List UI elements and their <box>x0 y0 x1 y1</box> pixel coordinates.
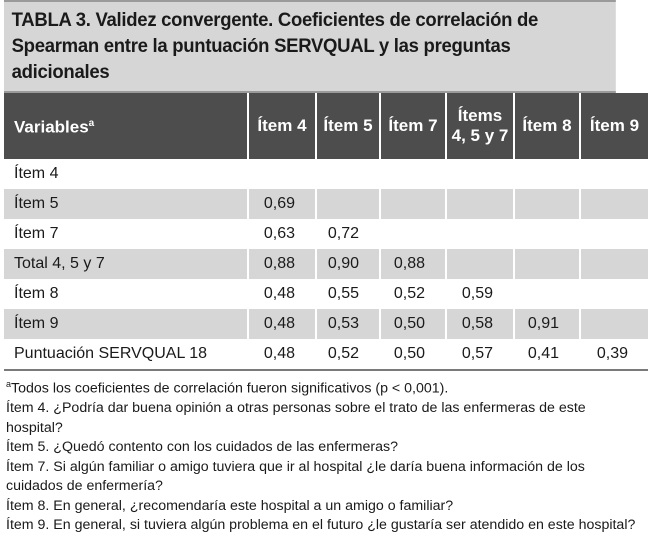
header-item-7: Ítem 7 <box>380 93 446 159</box>
table-row <box>4 339 648 370</box>
correlation-table <box>4 93 648 371</box>
row-label: Ítem 4 <box>14 165 59 182</box>
table-cell <box>446 249 514 279</box>
table-cell: 0,63 <box>248 219 316 249</box>
table-row <box>4 309 648 339</box>
header-variables: Variables$^a$ <box>4 93 248 159</box>
table-cell <box>446 219 514 249</box>
title-line-2: Spearman entre la puntuación SERVQUAL y las preguntas adicionales <box>11 35 511 83</box>
table-cell: 0,41 <box>514 339 580 370</box>
table-cell <box>514 249 580 279</box>
table-cell: 0,88 <box>380 249 446 279</box>
row-label: Ítem 7 <box>14 225 59 242</box>
table-cell: 0,91 <box>514 309 580 339</box>
title-line-1: TABLA 3. Validez convergente. Coeficientes de correlación de <box>11 9 539 31</box>
table-cell <box>446 159 514 189</box>
row-label: Total 4, 5 y 7 <box>4 249 248 279</box>
table-cell <box>380 219 446 249</box>
table-cell <box>316 189 380 219</box>
row-label: Ítem 9 <box>4 309 248 339</box>
table-row <box>4 189 648 219</box>
table-row <box>4 249 648 279</box>
header-item-9: Ítem 9 <box>580 93 648 159</box>
table-cell <box>514 279 580 309</box>
header-item-5: Ítem 5 <box>316 93 380 159</box>
table-cell: 0,59 <box>446 279 514 309</box>
table-cell <box>446 189 514 219</box>
table-cell <box>580 159 648 189</box>
footnote: $^a$Todos los coeficientes de correlación fueron significativos (p < 0,001). <box>6 379 449 397</box>
table-cell <box>316 159 380 189</box>
table-cell <box>580 279 648 309</box>
header-item-4: Ítem 4 <box>248 93 316 159</box>
table-cell <box>380 159 446 189</box>
table-cell <box>580 249 648 279</box>
table-cell: 0,50 <box>380 339 446 370</box>
row-label: Ítem 8 <box>14 285 59 302</box>
row-label: Ítem 5 <box>4 189 248 219</box>
table-cell <box>580 309 648 339</box>
table-cell <box>580 189 648 219</box>
table-cell <box>248 159 316 189</box>
table-cell: 0,52 <box>380 279 446 309</box>
table-cell <box>380 189 446 219</box>
header-item-8: Ítem 8 <box>514 93 580 159</box>
table-cell <box>514 189 580 219</box>
table-cell: 0,90 <box>316 249 380 279</box>
note-item-8: Ítem 8. En general, ¿recomendaría este hospital a un amigo o familiar? <box>6 497 454 514</box>
note-item-4: Ítem 4. ¿Podría dar buena opinión a otras personas sobre el trato de las enfermeras de este hospital? <box>6 400 586 436</box>
table-cell <box>514 219 580 249</box>
table-cell: 0,55 <box>316 279 380 309</box>
note-item-5: Ítem 5. ¿Quedó contento con los cuidados de las enfermeras? <box>6 439 398 456</box>
note-item-9: Ítem 9. En general, si tuviera algún problema en el futuro ¿le gustaría ser atendido en este hospital? <box>6 517 636 534</box>
table-cell: 0,88 <box>248 249 316 279</box>
note-item-7: Ítem 7. Si algún familiar o amigo tuviera que ir al hospital ¿le daría buena información de los cuidados de enfermería? <box>6 458 585 495</box>
table-cell: 0,48 <box>248 309 316 339</box>
table-cell: 0,57 <box>446 339 514 370</box>
table-cell <box>514 159 580 189</box>
header-items-4-5-7: Ítems 4, 5 y 7 <box>446 93 514 159</box>
table-cell <box>580 219 648 249</box>
table-row <box>4 219 648 249</box>
table-cell: 0,48 <box>248 339 316 370</box>
table-row <box>4 159 648 189</box>
table-cell: 0,69 <box>248 189 316 219</box>
table-cell: 0,53 <box>316 309 380 339</box>
row-label: Puntuación SERVQUAL 18 <box>4 339 248 370</box>
table-cell: 0,39 <box>580 339 648 370</box>
table-cell: 0,52 <box>316 339 380 370</box>
header-row <box>4 93 648 159</box>
table-cell: 0,48 <box>248 279 316 309</box>
table-row <box>4 279 648 309</box>
table-cell: 0,58 <box>446 309 514 339</box>
table-notes <box>4 371 648 536</box>
table-cell: 0,50 <box>380 309 446 339</box>
table-cell: 0,72 <box>316 219 380 249</box>
table-title <box>4 0 616 93</box>
